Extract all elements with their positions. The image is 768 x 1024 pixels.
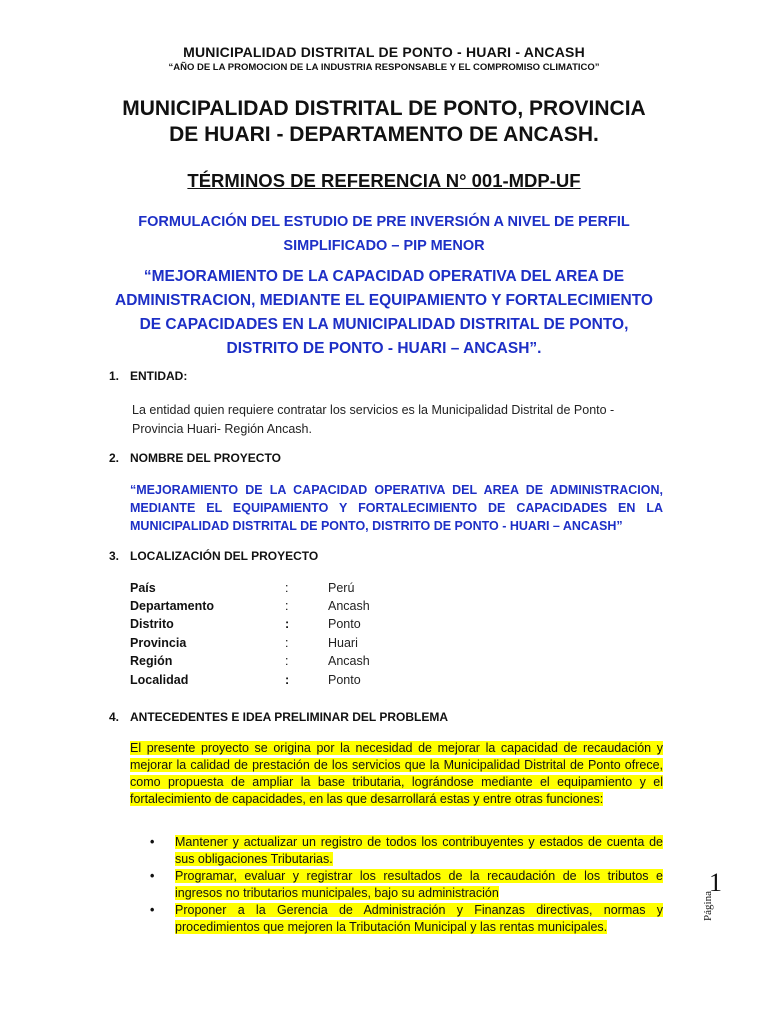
location-row	[130, 581, 430, 599]
formulation-heading: FORMULACIÓN DEL ESTUDIO DE PRE INVERSIÓN A NIVEL DE PERFIL SIMPLIFICADO – PIP MENOR	[138, 214, 630, 254]
location-colon: :	[285, 599, 289, 613]
location-row	[130, 636, 430, 654]
bullet-icon: •	[150, 903, 155, 917]
location-key: Provincia	[130, 636, 187, 650]
location-row	[130, 617, 430, 635]
location-key: Región	[130, 654, 173, 668]
project-name-paragraph: “MEJORAMIENTO DE LA CAPACIDAD OPERATIVA DEL AREA DE ADMINISTRACION, MEDIANTE EL EQUIPAMIENTO Y FORTALECIMIENTO DE CAPACIDADES EN LA MUNICIPALIDAD DISTRITAL DE PONTO, DISTRITO DE PONTO - HUARI – ANCASH”	[130, 483, 663, 533]
section-label: NOMBRE DEL PROYECTO	[130, 451, 281, 465]
list-item-text: Proponer a la Gerencia de Administración y Finanzas directivas, normas y procedimientos que mejoren la Tributación Municipal y las rentas municipales.	[175, 903, 663, 934]
location-key: Departamento	[130, 599, 215, 613]
location-value: Ponto	[328, 617, 361, 631]
list-item-text: Programar, evaluar y registrar los resultados de la recaudación de los tributos e ingresos no tributarios municipales, bajo su administración	[175, 869, 663, 900]
location-colon: :	[285, 673, 290, 687]
section-number: 4.	[109, 710, 120, 724]
project-title-heading: “MEJORAMIENTO DE LA CAPACIDAD OPERATIVA DEL AREA DE ADMINISTRACION, MEDIANTE EL EQUIPAMIENTO Y FORTALECIMIENTO DE CAPACIDADES EN LA MUNICIPALIDAD DISTRITAL DE PONTO, DISTRITO DE PONTO - HUARI – ANCASH”.	[115, 268, 653, 357]
document-header-title: MUNICIPALIDAD DISTRITAL DE PONTO - HUARI - ANCASH	[183, 44, 585, 60]
section-label: ENTIDAD:	[130, 369, 188, 383]
location-row	[130, 654, 430, 672]
section-label: ANTECEDENTES E IDEA PRELIMINAR DEL PROBLEMA	[130, 710, 449, 724]
location-colon: :	[285, 636, 289, 650]
section-number: 2.	[109, 451, 120, 465]
list-item	[150, 868, 663, 902]
location-value: Ponto	[328, 673, 361, 687]
section-number: 3.	[109, 549, 120, 563]
location-row	[130, 599, 430, 617]
location-value: Ancash	[328, 599, 370, 613]
document-header-motto: “AÑO DE LA PROMOCION DE LA INDUSTRIA RESPONSABLE Y EL COMPROMISO CLIMATICO”	[168, 62, 600, 73]
list-item-text: Mantener y actualizar un registro de todos los contribuyentes y estados de cuenta de sus obligaciones Tributarias.	[175, 835, 663, 866]
location-colon: :	[285, 654, 289, 668]
page-number-value: 1	[709, 868, 722, 897]
terms-of-reference-heading: TÉRMINOS DE REFERENCIA N° 001-MDP-UF	[187, 170, 581, 191]
location-value: Perú	[328, 581, 355, 595]
location-key: Distrito	[130, 617, 174, 631]
section-label: LOCALIZACIÓN DEL PROYECTO	[130, 549, 319, 563]
section-number: 1.	[109, 369, 120, 383]
location-key: País	[130, 581, 156, 595]
location-colon: :	[285, 617, 290, 631]
location-row	[130, 673, 430, 691]
document-title: MUNICIPALIDAD DISTRITAL DE PONTO, PROVINCIA DE HUARI - DEPARTAMENTO DE ANCASH.	[122, 97, 646, 146]
entidad-paragraph: La entidad quien requiere contratar los servicios es la Municipalidad Distrital de Ponto - Provincia Huari- Región Ancash.	[132, 403, 615, 436]
bullet-icon: •	[150, 869, 155, 883]
location-value: Huari	[328, 636, 358, 650]
antecedentes-paragraph	[130, 740, 663, 808]
functions-list	[150, 834, 663, 936]
list-item	[150, 834, 663, 868]
location-value: Ancash	[328, 654, 370, 668]
location-colon: :	[285, 581, 289, 595]
page-number-label: Página	[701, 891, 714, 921]
highlighted-text: El presente proyecto se origina por la necesidad de mejorar la capacidad de recaudación y mejorar la calidad de prestación de los servicios que la Municipalidad Distrital de Ponto ofrece, como propuesta de ampliar la base tributaria, lográndose mediante el equipamiento y el fortalecimiento de capacidades, en las que desarrollará estas y entre otras funciones:	[130, 741, 663, 806]
list-item	[150, 902, 663, 936]
bullet-icon: •	[150, 835, 155, 849]
page-number	[703, 868, 733, 928]
location-key: Localidad	[130, 673, 189, 687]
